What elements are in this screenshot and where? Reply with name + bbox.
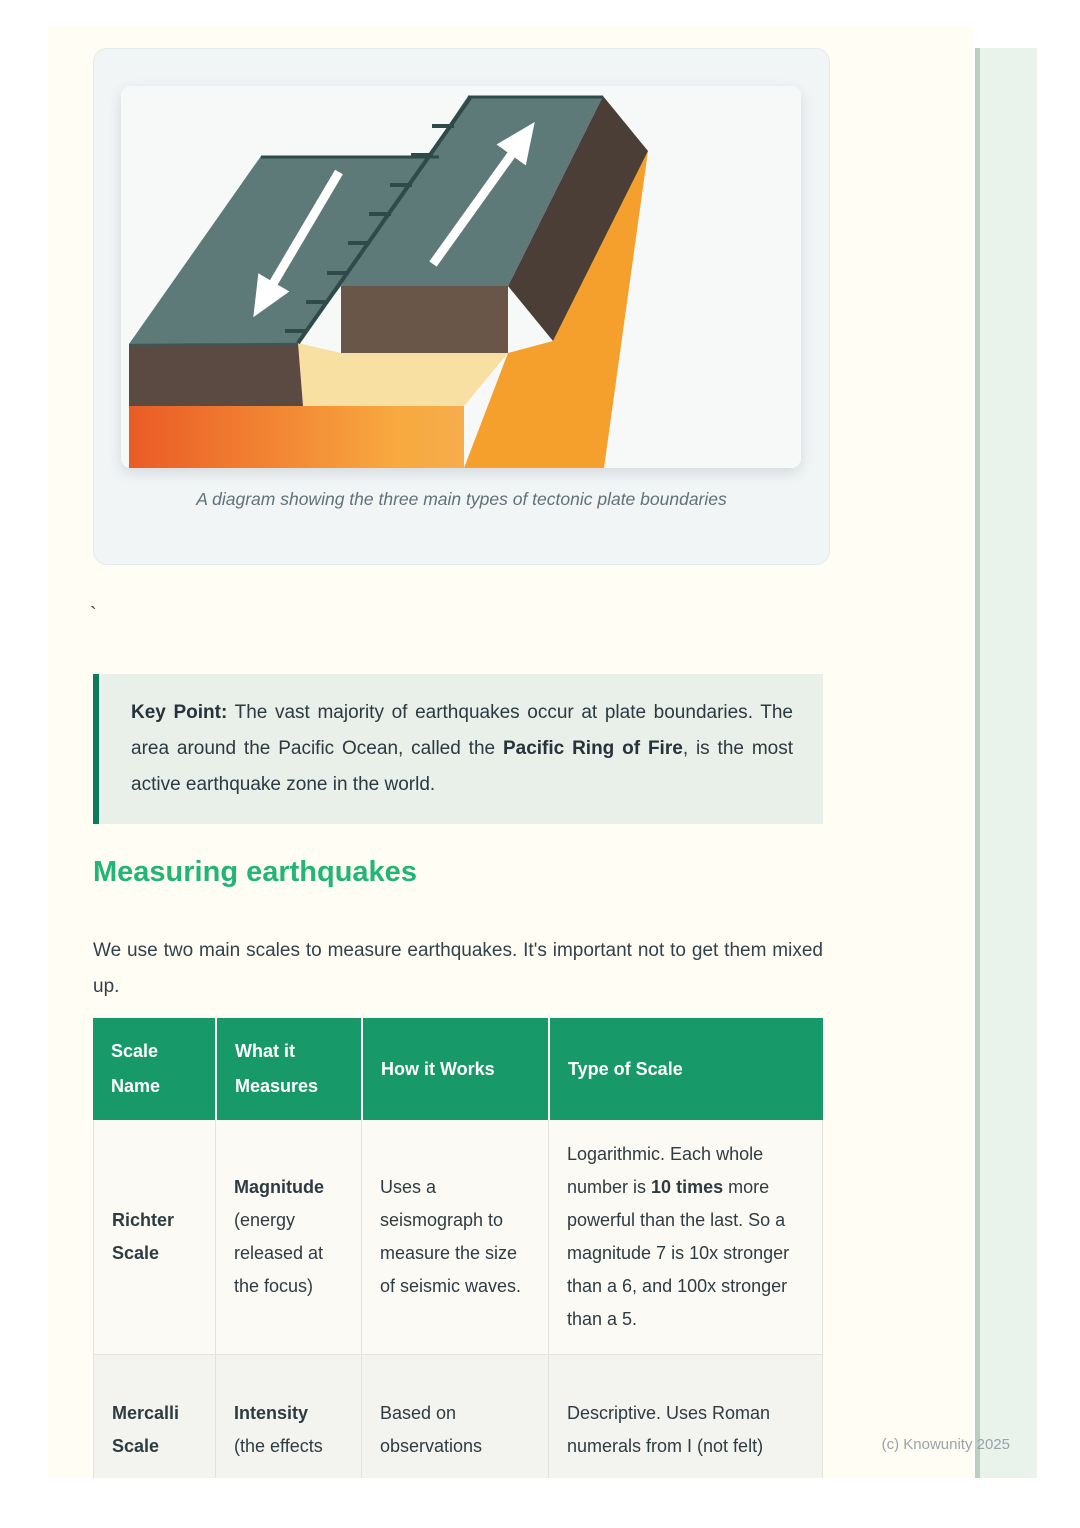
cell-mercalli-measures: Intensity (the effects xyxy=(215,1354,361,1478)
header-scale-name: Scale Name xyxy=(93,1018,215,1120)
stray-backtick: ` xyxy=(90,604,97,626)
cell-mercalli-type: Descriptive. Uses Roman numerals from I (not felt) xyxy=(548,1354,823,1478)
cell-richter-type: Logarithmic. Each whole number is 10 times more powerful than the last. So a magnitude 7 is 10x stronger than a 6, and 100x stronger than a 5. xyxy=(548,1120,823,1354)
table-row-mercalli xyxy=(93,1354,823,1478)
cell-richter-how: Uses a seismograph to measure the size of seismic waves. xyxy=(361,1120,548,1354)
cell-mercalli-how: Based on observations xyxy=(361,1354,548,1478)
mantle-front-face xyxy=(129,406,464,468)
cell-richter-measures: Magnitude (energy released at the focus) xyxy=(215,1120,361,1354)
intro-paragraph: We use two main scales to measure earthquakes. It's important not to get them mixed up. xyxy=(93,940,823,997)
key-point-label: Key Point: xyxy=(131,702,228,723)
cell-richter-name: Richter Scale xyxy=(93,1120,215,1354)
tectonic-diagram-icon xyxy=(121,86,801,468)
key-point-bold-term: Pacific Ring of Fire xyxy=(502,738,683,759)
cell-mercalli-name: Mercalli Scale xyxy=(93,1354,215,1478)
right-plate-crust-front xyxy=(341,286,508,353)
footer-credit: (c) Knowunity 2025 xyxy=(881,1436,1010,1453)
key-point-callout xyxy=(93,674,823,824)
figure-card xyxy=(93,48,830,565)
table-header-row xyxy=(93,1018,823,1120)
plate-boundary-illustration xyxy=(121,86,801,468)
table-row-richter xyxy=(93,1120,823,1354)
key-point-text-1: The vast majority of earthquakes occur at plate boundaries. The area around the Pacific Ocean, called the xyxy=(131,702,793,759)
left-plate-near-edge xyxy=(129,344,298,345)
right-accent-bar xyxy=(975,48,1037,1478)
earthquake-scales-table xyxy=(93,1018,823,1478)
section-heading: Measuring earthquakes xyxy=(93,856,417,888)
left-plate-crust-front xyxy=(129,343,303,406)
header-what-it-measures: What it Measures xyxy=(215,1018,361,1120)
figure-caption: A diagram showing the three main types of tectonic plate boundaries xyxy=(196,489,727,509)
header-how-it-works: How it Works xyxy=(361,1018,548,1120)
key-point-text-2: , is the most active earthquake zone in the world. xyxy=(131,738,793,795)
header-type-of-scale: Type of Scale xyxy=(548,1018,823,1120)
